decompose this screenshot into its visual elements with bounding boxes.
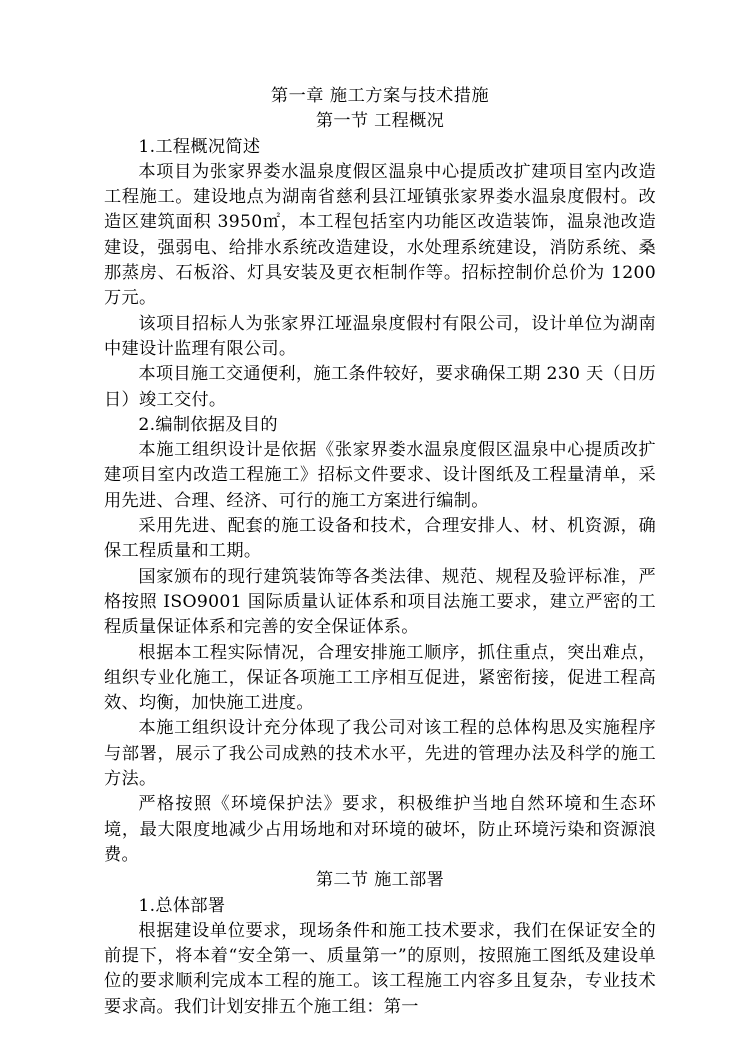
chapter-title: 第一章 施工方案与技术措施 bbox=[270, 86, 490, 106]
paragraph-equipment: 采用先进、配套的施工设备和技术，合理安排人、材、机资源，确保工程质量和工期。 bbox=[104, 516, 656, 562]
paragraph-tenderer: 该项目招标人为张家界江垭温泉度假村有限公司，设计单位为湖南中建设计监理有限公司。 bbox=[104, 313, 656, 359]
paragraph-schedule: 本项目施工交通便利，施工条件较好，要求确保工期 230 天（日历日）竣工交付。 bbox=[104, 364, 656, 410]
subsection-title-general: 1.总体部署 bbox=[138, 895, 226, 916]
paragraph-project-description: 本项目为张家界娄水温泉度假区温泉中心提质改扩建项目室内改造工程施工。建设地点为湖南省慈利县江垭镇张家界娄水温泉度假村。改造区建筑面积 3950㎡，本工程包括室内功能区改造装饰，温泉池改造建设，强弱电、给排水系统改造建设，水处理系统建设，消防系统、桑那蒸房、石板浴、灯具安装及更衣柜制作等。招标控制价总价为 1200 万元。 bbox=[104, 161, 656, 309]
paragraph-standards: 国家颁布的现行建筑装饰等各类法律、规范、规程及验评标准，严格按照 ISO9001 国际质量认证体系和项目法施工要求，建立严密的工程质量保证体系和完善的安全保证体系。 bbox=[104, 566, 656, 638]
paragraph-sequence: 根据本工程实际情况，合理安排施工顺序，抓住重点，突出难点，组织专业化施工，保证各项施工工序相互促进，紧密衔接，促进工程高效、均衡，加快施工进度。 bbox=[104, 642, 656, 714]
paragraph-deployment: 根据建设单位要求，现场条件和施工技术要求，我们在保证安全的前提下，将本着“安全第一、质量第一”的原则，按照施工图纸及建设单位的要求顺利完成本工程的施工。该工程施工内容多且复杂，专业技术要求高。我们计划安排五个施工组：第一 bbox=[104, 920, 656, 1017]
paragraph-environment: 严格按照《环境保护法》要求，积极维护当地自然环境和生态环境，最大限度地减少占用场地和对环境的破坏，防止环境污染和资源浪费。 bbox=[104, 794, 656, 865]
document-body bbox=[104, 84, 656, 1020]
subsection-title-overview: 1.工程概况简述 bbox=[138, 136, 261, 157]
subsection-title-basis: 2.编制依据及目的 bbox=[138, 414, 278, 435]
section-title-deployment: 第二节 施工部署 bbox=[315, 870, 445, 891]
paragraph-basis: 本施工组织设计是依据《张家界娄水温泉度假区温泉中心提质改扩建项目室内改造工程施工》招标文件要求、设计图纸及工程量清单，采用先进、合理、经济、可行的施工方案进行编制。 bbox=[104, 440, 656, 511]
section-title-overview: 第一节 工程概况 bbox=[315, 111, 445, 132]
paragraph-company: 本施工组织设计充分体现了我公司对该工程的总体构思及实施程序与部署，展示了我公司成熟的技术水平，先进的管理办法及科学的施工方法。 bbox=[104, 718, 656, 790]
